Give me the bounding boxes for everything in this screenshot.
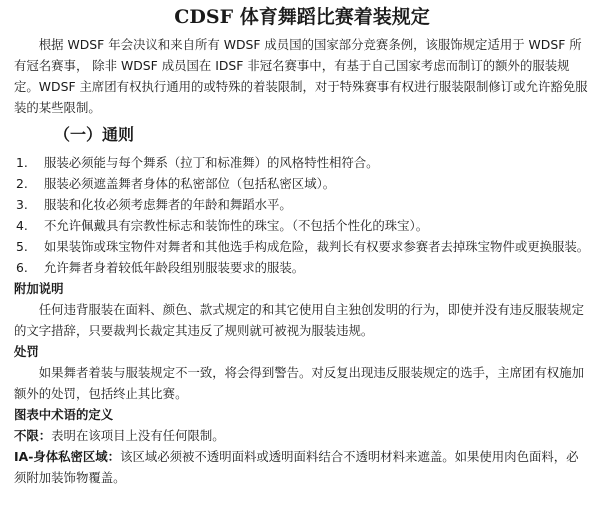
list-item (14, 152, 590, 173)
list-text: 服装必须能与每个舞系（拉丁和标准舞）的风格特性相符合。 (44, 155, 379, 170)
term-text: 该区域必须被不透明面料或透明面料结合不透明材料来遮盖。如果使用肉色面料，必须附加装饰物覆盖。 (14, 449, 579, 485)
list-number: 3. (16, 197, 28, 212)
terms-heading: 图表中术语的定义 (14, 407, 114, 422)
list-item (14, 215, 590, 236)
list-item (14, 257, 590, 278)
list-item (14, 173, 590, 194)
penalty-heading: 处罚 (14, 344, 39, 359)
list-number: 1. (16, 155, 28, 170)
list-text: 服装和化妆必须考虑舞者的年龄和舞蹈水平。 (44, 197, 292, 212)
term-definition (14, 446, 590, 488)
list-number: 4. (16, 218, 28, 233)
note-paragraph: 任何违背服装在面料、颜色、款式规定的和其它使用自主独创发明的行为，即使并没有违反服装规定的文字措辞，只要裁判长裁定其违反了规则就可被视为服装违规。 (14, 302, 584, 338)
general-rules-list (14, 152, 590, 278)
term-text: 表明在该项目上没有任何限制。 (51, 428, 225, 443)
list-text: 服装必须遮盖舞者身体的私密部位（包括私密区域）。 (44, 176, 336, 191)
list-number: 6. (16, 260, 28, 275)
note-heading: 附加说明 (14, 281, 64, 296)
penalty-paragraph: 如果舞者着装与服装规定不一致，将会得到警告。对反复出现违反服装规定的选手，主席团有权施加额外的处罚，包括终止其比赛。 (14, 365, 584, 401)
list-number: 5. (16, 239, 28, 254)
list-number: 2. (16, 176, 28, 191)
term-label: 不限： (14, 428, 52, 443)
list-item (14, 194, 590, 215)
list-item (14, 236, 590, 257)
list-text: 允许舞者身着较低年龄段组别服装要求的服装。 (44, 260, 305, 275)
page-title: CDSF 体育舞蹈比赛着装规定 (174, 6, 430, 28)
list-text: 如果装饰或珠宝物件对舞者和其他选手构成危险，裁判长有权要求参赛者去掉珠宝物件或更换服装。 (44, 239, 590, 254)
term-label: IA-身体私密区域： (14, 449, 121, 464)
section-heading-general: （一）通则 (54, 125, 135, 144)
intro-paragraph: 根据 WDSF 年会决议和来自所有 WDSF 成员国的国家部分竞赛条例，该服饰规定适用于 WDSF 所有冠名赛事， 除非 WDSF 成员国在 IDSF 非冠名赛事中，有基于自己国家考虑而制订的额外的服装规定。WDSF 主席团有权执行通用的或特殊的着装限制，对于特殊赛事有权进行服装限制修订或允许豁免服装的某些限制。 (14, 37, 588, 115)
term-definition (14, 425, 590, 446)
list-text: 不允许佩戴具有宗教性标志和装饰性的珠宝。（不包括个性化的珠宝）。 (44, 218, 429, 233)
